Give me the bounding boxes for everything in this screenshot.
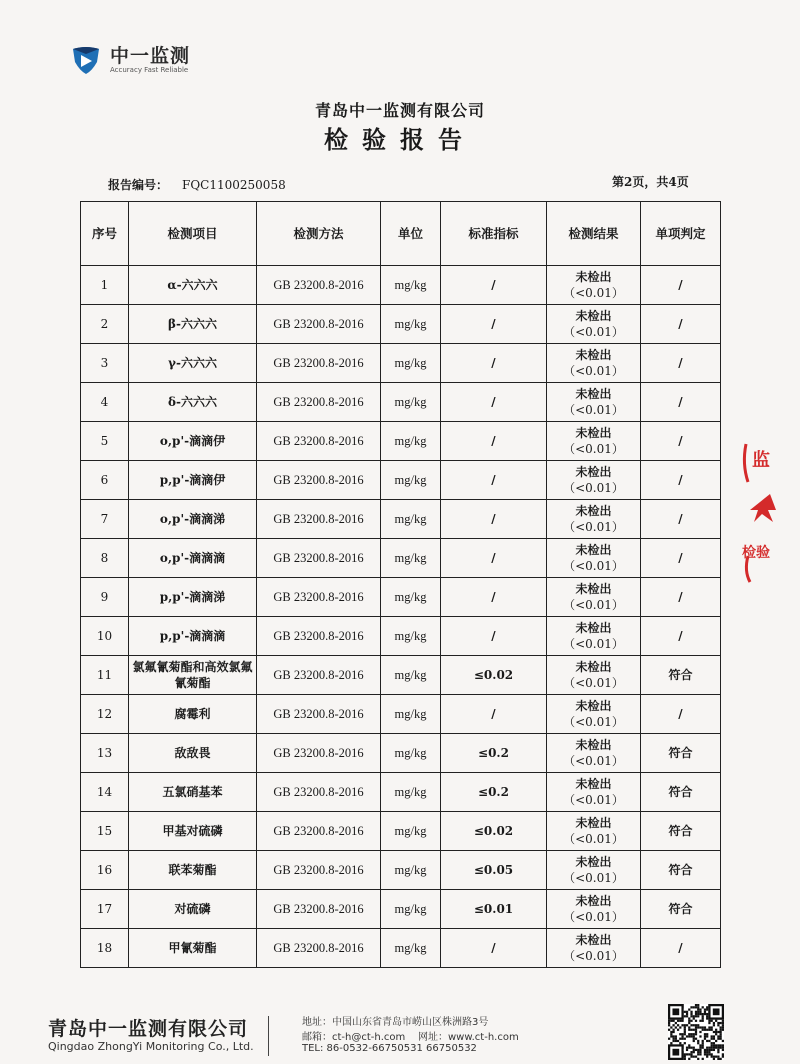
table-row — [81, 461, 721, 500]
logo-slogan: Accuracy Fast Reliable — [110, 65, 189, 74]
test-result — [547, 656, 641, 695]
table-row — [81, 578, 721, 617]
item-judgement: / — [641, 383, 721, 422]
footer-company-name: 青岛中一监测有限公司 — [48, 1018, 249, 1040]
result-value: 未检出 — [575, 855, 612, 869]
company-name: 青岛中一监测有限公司 — [314, 101, 485, 120]
standard-limit: / — [441, 695, 547, 734]
footer-email: 邮箱：ct-h@ct-h.com — [302, 1032, 406, 1043]
standard-limit: / — [441, 266, 547, 305]
test-method: GB 23200.8-2016 — [257, 500, 381, 539]
row-number: 18 — [81, 929, 129, 968]
logo-name: 中一监测 — [110, 44, 191, 67]
detection-limit: （<0.01） — [563, 481, 624, 495]
test-method: GB 23200.8-2016 — [257, 344, 381, 383]
detection-limit: （<0.01） — [563, 832, 624, 846]
footer-website: 网址：www.ct-h.com — [418, 1032, 519, 1043]
unit: mg/kg — [381, 734, 441, 773]
test-result — [547, 929, 641, 968]
unit: mg/kg — [381, 851, 441, 890]
test-method: GB 23200.8-2016 — [257, 383, 381, 422]
standard-limit: / — [441, 578, 547, 617]
column-header: 标准指标 — [441, 202, 547, 266]
row-number: 4 — [81, 383, 129, 422]
standard-limit: ≤0.2 — [441, 734, 547, 773]
result-value: 未检出 — [575, 894, 612, 908]
item-judgement: / — [641, 461, 721, 500]
standard-limit: / — [441, 305, 547, 344]
result-value: 未检出 — [575, 309, 612, 323]
test-method: GB 23200.8-2016 — [257, 929, 381, 968]
test-method: GB 23200.8-2016 — [257, 812, 381, 851]
table-row — [81, 695, 721, 734]
detection-limit: （<0.01） — [563, 598, 624, 612]
detection-limit: （<0.01） — [563, 871, 624, 885]
detection-limit: （<0.01） — [563, 715, 624, 729]
row-number: 12 — [81, 695, 129, 734]
row-number: 17 — [81, 890, 129, 929]
standard-limit: / — [441, 500, 547, 539]
test-method: GB 23200.8-2016 — [257, 734, 381, 773]
result-value: 未检出 — [575, 543, 612, 557]
test-method: GB 23200.8-2016 — [257, 422, 381, 461]
table-row — [81, 929, 721, 968]
test-item: 甲氰菊酯 — [129, 929, 257, 968]
item-judgement: 符合 — [641, 773, 721, 812]
result-value: 未检出 — [575, 933, 612, 947]
test-result — [547, 812, 641, 851]
test-result — [547, 890, 641, 929]
result-value: 未检出 — [575, 738, 612, 752]
result-value: 未检出 — [575, 504, 612, 518]
test-item: δ-六六六 — [129, 383, 257, 422]
table-row — [81, 656, 721, 695]
unit: mg/kg — [381, 617, 441, 656]
test-result — [547, 500, 641, 539]
row-number: 9 — [81, 578, 129, 617]
test-result — [547, 344, 641, 383]
detection-limit: （<0.01） — [563, 910, 624, 924]
row-number: 8 — [81, 539, 129, 578]
table-row — [81, 266, 721, 305]
test-method: GB 23200.8-2016 — [257, 851, 381, 890]
test-method: GB 23200.8-2016 — [257, 539, 381, 578]
unit: mg/kg — [381, 344, 441, 383]
item-judgement: / — [641, 929, 721, 968]
row-number: 2 — [81, 305, 129, 344]
result-value: 未检出 — [575, 777, 612, 791]
standard-limit: ≤0.05 — [441, 851, 547, 890]
standard-limit: / — [441, 344, 547, 383]
table-row — [81, 890, 721, 929]
item-judgement: / — [641, 266, 721, 305]
stamp-character: 检验 — [742, 545, 770, 561]
footer-address: 地址：中国山东省青岛市崂山区株洲路3号 — [302, 1017, 489, 1028]
test-method: GB 23200.8-2016 — [257, 578, 381, 617]
detection-limit: （<0.01） — [563, 403, 624, 417]
test-method: GB 23200.8-2016 — [257, 656, 381, 695]
standard-limit: ≤0.02 — [441, 656, 547, 695]
footer-company-english: Qingdao ZhongYi Monitoring Co., Ltd. — [48, 1040, 254, 1053]
test-item: 氯氟氰菊酯和高效氯氟氰菊酯 — [129, 656, 257, 695]
table-row — [81, 773, 721, 812]
test-result — [547, 773, 641, 812]
row-number: 1 — [81, 266, 129, 305]
detection-limit: （<0.01） — [563, 676, 624, 690]
table-row — [81, 344, 721, 383]
test-item: p,p'-滴滴滴 — [129, 617, 257, 656]
table-row — [81, 812, 721, 851]
footer-phone: TEL: 86-0532-66750531 66750532 — [302, 1043, 477, 1054]
row-number: 11 — [81, 656, 129, 695]
footer-contact — [302, 1028, 519, 1043]
detection-limit: （<0.01） — [563, 520, 624, 534]
test-item: 对硫磷 — [129, 890, 257, 929]
row-number: 16 — [81, 851, 129, 890]
row-number: 15 — [81, 812, 129, 851]
row-number: 3 — [81, 344, 129, 383]
test-method: GB 23200.8-2016 — [257, 266, 381, 305]
table-row — [81, 851, 721, 890]
test-result — [547, 305, 641, 344]
column-header: 检测项目 — [129, 202, 257, 266]
item-judgement: / — [641, 500, 721, 539]
result-value: 未检出 — [575, 465, 612, 479]
row-number: 14 — [81, 773, 129, 812]
unit: mg/kg — [381, 656, 441, 695]
table-row — [81, 305, 721, 344]
test-item: 联苯菊酯 — [129, 851, 257, 890]
item-judgement: 符合 — [641, 812, 721, 851]
column-header: 单项判定 — [641, 202, 721, 266]
result-value: 未检出 — [575, 270, 612, 284]
results-table — [80, 201, 721, 968]
standard-limit: / — [441, 539, 547, 578]
test-method: GB 23200.8-2016 — [257, 617, 381, 656]
item-judgement: / — [641, 617, 721, 656]
unit: mg/kg — [381, 422, 441, 461]
test-item: γ-六六六 — [129, 344, 257, 383]
detection-limit: （<0.01） — [563, 559, 624, 573]
standard-limit: / — [441, 929, 547, 968]
stamp-character: 监 — [752, 450, 770, 471]
unit: mg/kg — [381, 929, 441, 968]
test-item: β-六六六 — [129, 305, 257, 344]
item-judgement: 符合 — [641, 734, 721, 773]
test-item: 敌敌畏 — [129, 734, 257, 773]
test-item: 五氯硝基苯 — [129, 773, 257, 812]
detection-limit: （<0.01） — [563, 637, 624, 651]
unit: mg/kg — [381, 539, 441, 578]
document-title: 检验报告 — [324, 125, 476, 154]
report-number-value: FQC1100250058 — [182, 178, 286, 192]
row-number: 10 — [81, 617, 129, 656]
item-judgement: 符合 — [641, 656, 721, 695]
test-item: 甲基对硫磷 — [129, 812, 257, 851]
unit: mg/kg — [381, 773, 441, 812]
standard-limit: ≤0.01 — [441, 890, 547, 929]
table-row — [81, 500, 721, 539]
test-item: p,p'-滴滴伊 — [129, 461, 257, 500]
standard-limit: / — [441, 383, 547, 422]
result-value: 未检出 — [575, 660, 612, 674]
item-judgement: 符合 — [641, 851, 721, 890]
test-method: GB 23200.8-2016 — [257, 695, 381, 734]
standard-limit: ≤0.2 — [441, 773, 547, 812]
item-judgement: / — [641, 539, 721, 578]
test-result — [547, 383, 641, 422]
unit: mg/kg — [381, 266, 441, 305]
item-judgement: 符合 — [641, 890, 721, 929]
test-result — [547, 851, 641, 890]
test-method: GB 23200.8-2016 — [257, 305, 381, 344]
test-result — [547, 266, 641, 305]
item-judgement: / — [641, 578, 721, 617]
test-method: GB 23200.8-2016 — [257, 461, 381, 500]
result-value: 未检出 — [575, 699, 612, 713]
test-method: GB 23200.8-2016 — [257, 773, 381, 812]
unit: mg/kg — [381, 695, 441, 734]
standard-limit: / — [441, 422, 547, 461]
standard-limit: ≤0.02 — [441, 812, 547, 851]
table-header-row — [81, 202, 721, 266]
test-result — [547, 422, 641, 461]
qr-code-icon[interactable] — [668, 1004, 724, 1060]
detection-limit: （<0.01） — [563, 754, 624, 768]
test-result — [547, 695, 641, 734]
test-result — [547, 617, 641, 656]
detection-limit: （<0.01） — [563, 793, 624, 807]
unit: mg/kg — [381, 578, 441, 617]
test-result — [547, 578, 641, 617]
result-value: 未检出 — [575, 426, 612, 440]
detection-limit: （<0.01） — [563, 325, 624, 339]
unit: mg/kg — [381, 812, 441, 851]
test-item: p,p'-滴滴涕 — [129, 578, 257, 617]
table-row — [81, 539, 721, 578]
unit: mg/kg — [381, 305, 441, 344]
test-result — [547, 734, 641, 773]
detection-limit: （<0.01） — [563, 442, 624, 456]
company-logo — [70, 44, 190, 76]
unit: mg/kg — [381, 383, 441, 422]
item-judgement: / — [641, 344, 721, 383]
result-value: 未检出 — [575, 816, 612, 830]
test-item: o,p'-滴滴涕 — [129, 500, 257, 539]
test-item: α-六六六 — [129, 266, 257, 305]
unit: mg/kg — [381, 890, 441, 929]
column-header: 序号 — [81, 202, 129, 266]
test-result — [547, 461, 641, 500]
column-header: 单位 — [381, 202, 441, 266]
unit: mg/kg — [381, 500, 441, 539]
result-value: 未检出 — [575, 582, 612, 596]
column-header: 检测结果 — [547, 202, 641, 266]
report-number-label: 报告编号： — [108, 178, 169, 192]
item-judgement: / — [641, 422, 721, 461]
standard-limit: / — [441, 617, 547, 656]
test-method: GB 23200.8-2016 — [257, 890, 381, 929]
item-judgement: / — [641, 305, 721, 344]
result-value: 未检出 — [575, 621, 612, 635]
row-number: 7 — [81, 500, 129, 539]
test-result — [547, 539, 641, 578]
result-value: 未检出 — [575, 348, 612, 362]
row-number: 6 — [81, 461, 129, 500]
column-header: 检测方法 — [257, 202, 381, 266]
detection-limit: （<0.01） — [563, 949, 624, 963]
table-row — [81, 383, 721, 422]
footer-divider — [268, 1016, 269, 1056]
standard-limit: / — [441, 461, 547, 500]
test-item: o,p'-滴滴滴 — [129, 539, 257, 578]
row-number: 5 — [81, 422, 129, 461]
table-row — [81, 422, 721, 461]
unit: mg/kg — [381, 461, 441, 500]
table-row — [81, 734, 721, 773]
report-number — [108, 176, 286, 193]
test-item: 腐霉利 — [129, 695, 257, 734]
row-number: 13 — [81, 734, 129, 773]
result-value: 未检出 — [575, 387, 612, 401]
table-row — [81, 617, 721, 656]
page-indicator: 第2页，共4页 — [612, 175, 689, 189]
detection-limit: （<0.01） — [563, 286, 624, 300]
test-item: o,p'-滴滴伊 — [129, 422, 257, 461]
detection-limit: （<0.01） — [563, 364, 624, 378]
red-seal-stamp — [740, 436, 780, 586]
shield-play-icon — [70, 44, 102, 76]
item-judgement: / — [641, 695, 721, 734]
